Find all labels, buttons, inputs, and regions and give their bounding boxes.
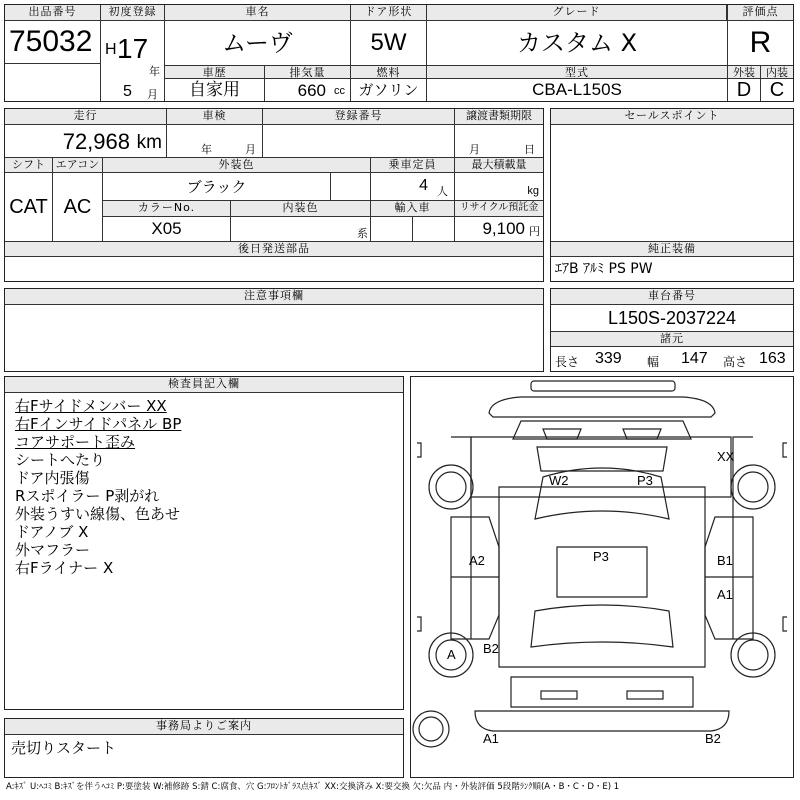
inspector-label: 検査員記入欄: [5, 377, 403, 393]
name-label: 車名: [165, 5, 351, 21]
insp-month-unit: 月: [245, 143, 256, 156]
recycle: 9,100: [482, 219, 525, 238]
inspection-box: [167, 125, 263, 157]
reg-number-box: [263, 125, 455, 157]
inspector-line: 外マフラー: [15, 541, 91, 559]
int-label: 内装: [760, 65, 793, 79]
first-reg-label: 初度登録: [101, 5, 165, 21]
damage-mark: W2: [549, 473, 569, 488]
color-label: 外装色: [103, 157, 371, 173]
disp-label: 排気量: [265, 65, 351, 79]
door-label: ドア形状: [351, 5, 427, 21]
intcolor-label: 内装色: [231, 201, 371, 217]
damage-mark: B1: [717, 553, 733, 568]
month-unit: 月: [147, 88, 158, 101]
door-type: 5W: [351, 21, 427, 65]
grade: カスタム X: [516, 29, 638, 57]
damage-mark: A2: [469, 553, 485, 568]
int-score: C: [760, 79, 793, 101]
colorno-label: カラーNo.: [103, 201, 231, 217]
shift-label: シフト: [5, 157, 53, 173]
dims-row: [551, 347, 793, 371]
legend: A:ｷｽﾞ U:ﾍｺﾐ B:ｷｽﾞを伴うﾍｺﾐ P:要塗装 W:補修跡 S:錆 C:腐食、穴 G:ﾌﾛﾝﾄｶﾞﾗｽ点ｷｽﾞ XX:交換済み X:要交換 欠:欠品 内・外装評価 5段階ﾗﾝｸ順(A・B・C・D・E) 1: [6, 782, 620, 792]
shift: CAT: [5, 173, 53, 241]
lot-label: 出品番号: [5, 5, 101, 21]
sales-point-section: [550, 108, 794, 282]
intcolor-unit: 系: [357, 227, 368, 240]
height: 163: [759, 350, 786, 367]
model-label: 型式: [427, 65, 727, 79]
reg-month: 5: [123, 83, 132, 100]
sales-label: セールスポイント: [551, 109, 793, 125]
ext-label: 外装: [727, 65, 760, 79]
wid-label: 幅: [647, 355, 660, 369]
inspector-line: シートへたり: [15, 451, 106, 469]
color: ブラック: [103, 173, 331, 201]
damage-mark: XX: [717, 449, 735, 464]
ac: AC: [53, 173, 103, 241]
import-label: 輸入車: [371, 201, 455, 217]
lot-number: 75032: [5, 21, 101, 63]
reg-year: 17: [117, 33, 149, 64]
load-label: 最大積載量: [455, 157, 543, 173]
seats-box: [371, 173, 455, 201]
damage-mark: A: [447, 647, 456, 662]
inspector-line: コアサポート歪み: [15, 433, 136, 451]
grade-label: グレード: [427, 5, 727, 21]
top-section: [4, 4, 794, 102]
mileage: 72,968: [62, 129, 130, 154]
office-text: 売切りスタート: [11, 739, 117, 757]
office-section: [4, 718, 404, 778]
transfer-label: 譲渡書類期限: [455, 109, 543, 125]
parts-box: [5, 257, 543, 281]
length: 339: [595, 350, 622, 367]
history: 自家用: [165, 79, 265, 101]
parts-label: 後日発送部品: [5, 241, 543, 257]
width: 147: [681, 350, 708, 367]
notes-label: 注意事項欄: [5, 289, 543, 305]
recycle-box: [455, 217, 543, 241]
inspector-line: 右Fライナー X: [15, 559, 114, 577]
score-label: 評価点: [727, 5, 793, 21]
fuel-label: 燃料: [351, 65, 427, 79]
office-label: 事務局よりご案内: [5, 719, 403, 735]
inspector-line: Rスポイラー P剥がれ: [15, 487, 160, 505]
seats-label: 乗車定員: [371, 157, 455, 173]
seats-unit: 人: [437, 185, 448, 198]
import-box: [371, 217, 413, 241]
load-unit: kg: [527, 185, 539, 197]
equipment: ｴｱB ｱﾙﾐ PS PW: [555, 261, 653, 277]
car-outline: [411, 377, 793, 777]
inspector-line: ドア内張傷: [15, 469, 90, 487]
dims-label: 諸元: [551, 331, 793, 347]
inspection-label: 車検: [167, 109, 263, 125]
details-section: [4, 108, 544, 282]
first-reg-box: [101, 21, 165, 101]
damage-mark: P3: [593, 549, 609, 564]
damage-mark: A1: [717, 587, 733, 602]
seats: 4: [419, 177, 428, 194]
fuel: ガソリン: [351, 79, 427, 101]
year-unit: 年: [149, 65, 160, 78]
len-label: 長さ: [555, 355, 580, 369]
chassis-label: 車台番号: [551, 289, 793, 305]
equip-label: 純正装備: [551, 241, 793, 257]
displacement: 660: [297, 81, 326, 100]
recycle-unit: 円: [529, 225, 540, 238]
mileage-box: [5, 125, 167, 157]
load-box: [455, 173, 543, 201]
mileage-unit: km: [136, 132, 162, 153]
ac-label: エアコン: [53, 157, 103, 173]
color-extra: [331, 173, 371, 201]
damage-mark: B2: [483, 641, 499, 656]
chassis-number: L150S-2037224: [607, 308, 737, 328]
notes-section: [4, 288, 544, 372]
recycle-label: リサイクル預託金: [455, 201, 543, 217]
inspector-line: 右Fサイドメンバー XX: [15, 397, 167, 415]
inspector-section: [4, 376, 404, 710]
disp-box: [265, 79, 351, 101]
damage-mark: P3: [637, 473, 653, 488]
tr-month-unit: 月: [469, 143, 480, 156]
inspector-line: 右Fインサイドパネル BP: [15, 415, 182, 433]
damage-mark: A1: [483, 731, 499, 746]
disp-unit: cc: [334, 85, 345, 97]
model: CBA-L150S: [532, 80, 622, 99]
chassis-section: [550, 288, 794, 372]
transfer-box: [455, 125, 543, 157]
intcolor-box: [231, 217, 371, 241]
mileage-label: 走行: [5, 109, 167, 125]
insp-year-unit: 年: [201, 143, 212, 156]
import-box-2: [413, 217, 455, 241]
reg-number-label: 登録番号: [263, 109, 455, 125]
era: H: [105, 41, 117, 58]
hei-label: 高さ: [723, 355, 748, 369]
score: R: [727, 21, 793, 65]
lot-blank: [5, 63, 101, 101]
damage-mark: B2: [705, 731, 721, 746]
ext-score: D: [727, 79, 760, 101]
car-diagram: [410, 376, 794, 778]
inspector-line: ドアノブ X: [15, 523, 89, 541]
tr-day-unit: 日: [524, 143, 535, 156]
car-name: ムーヴ: [165, 21, 351, 65]
colorno: X05: [103, 217, 231, 241]
history-label: 車歴: [165, 65, 265, 79]
inspector-line: 外装うすい線傷、色あせ: [15, 505, 181, 523]
